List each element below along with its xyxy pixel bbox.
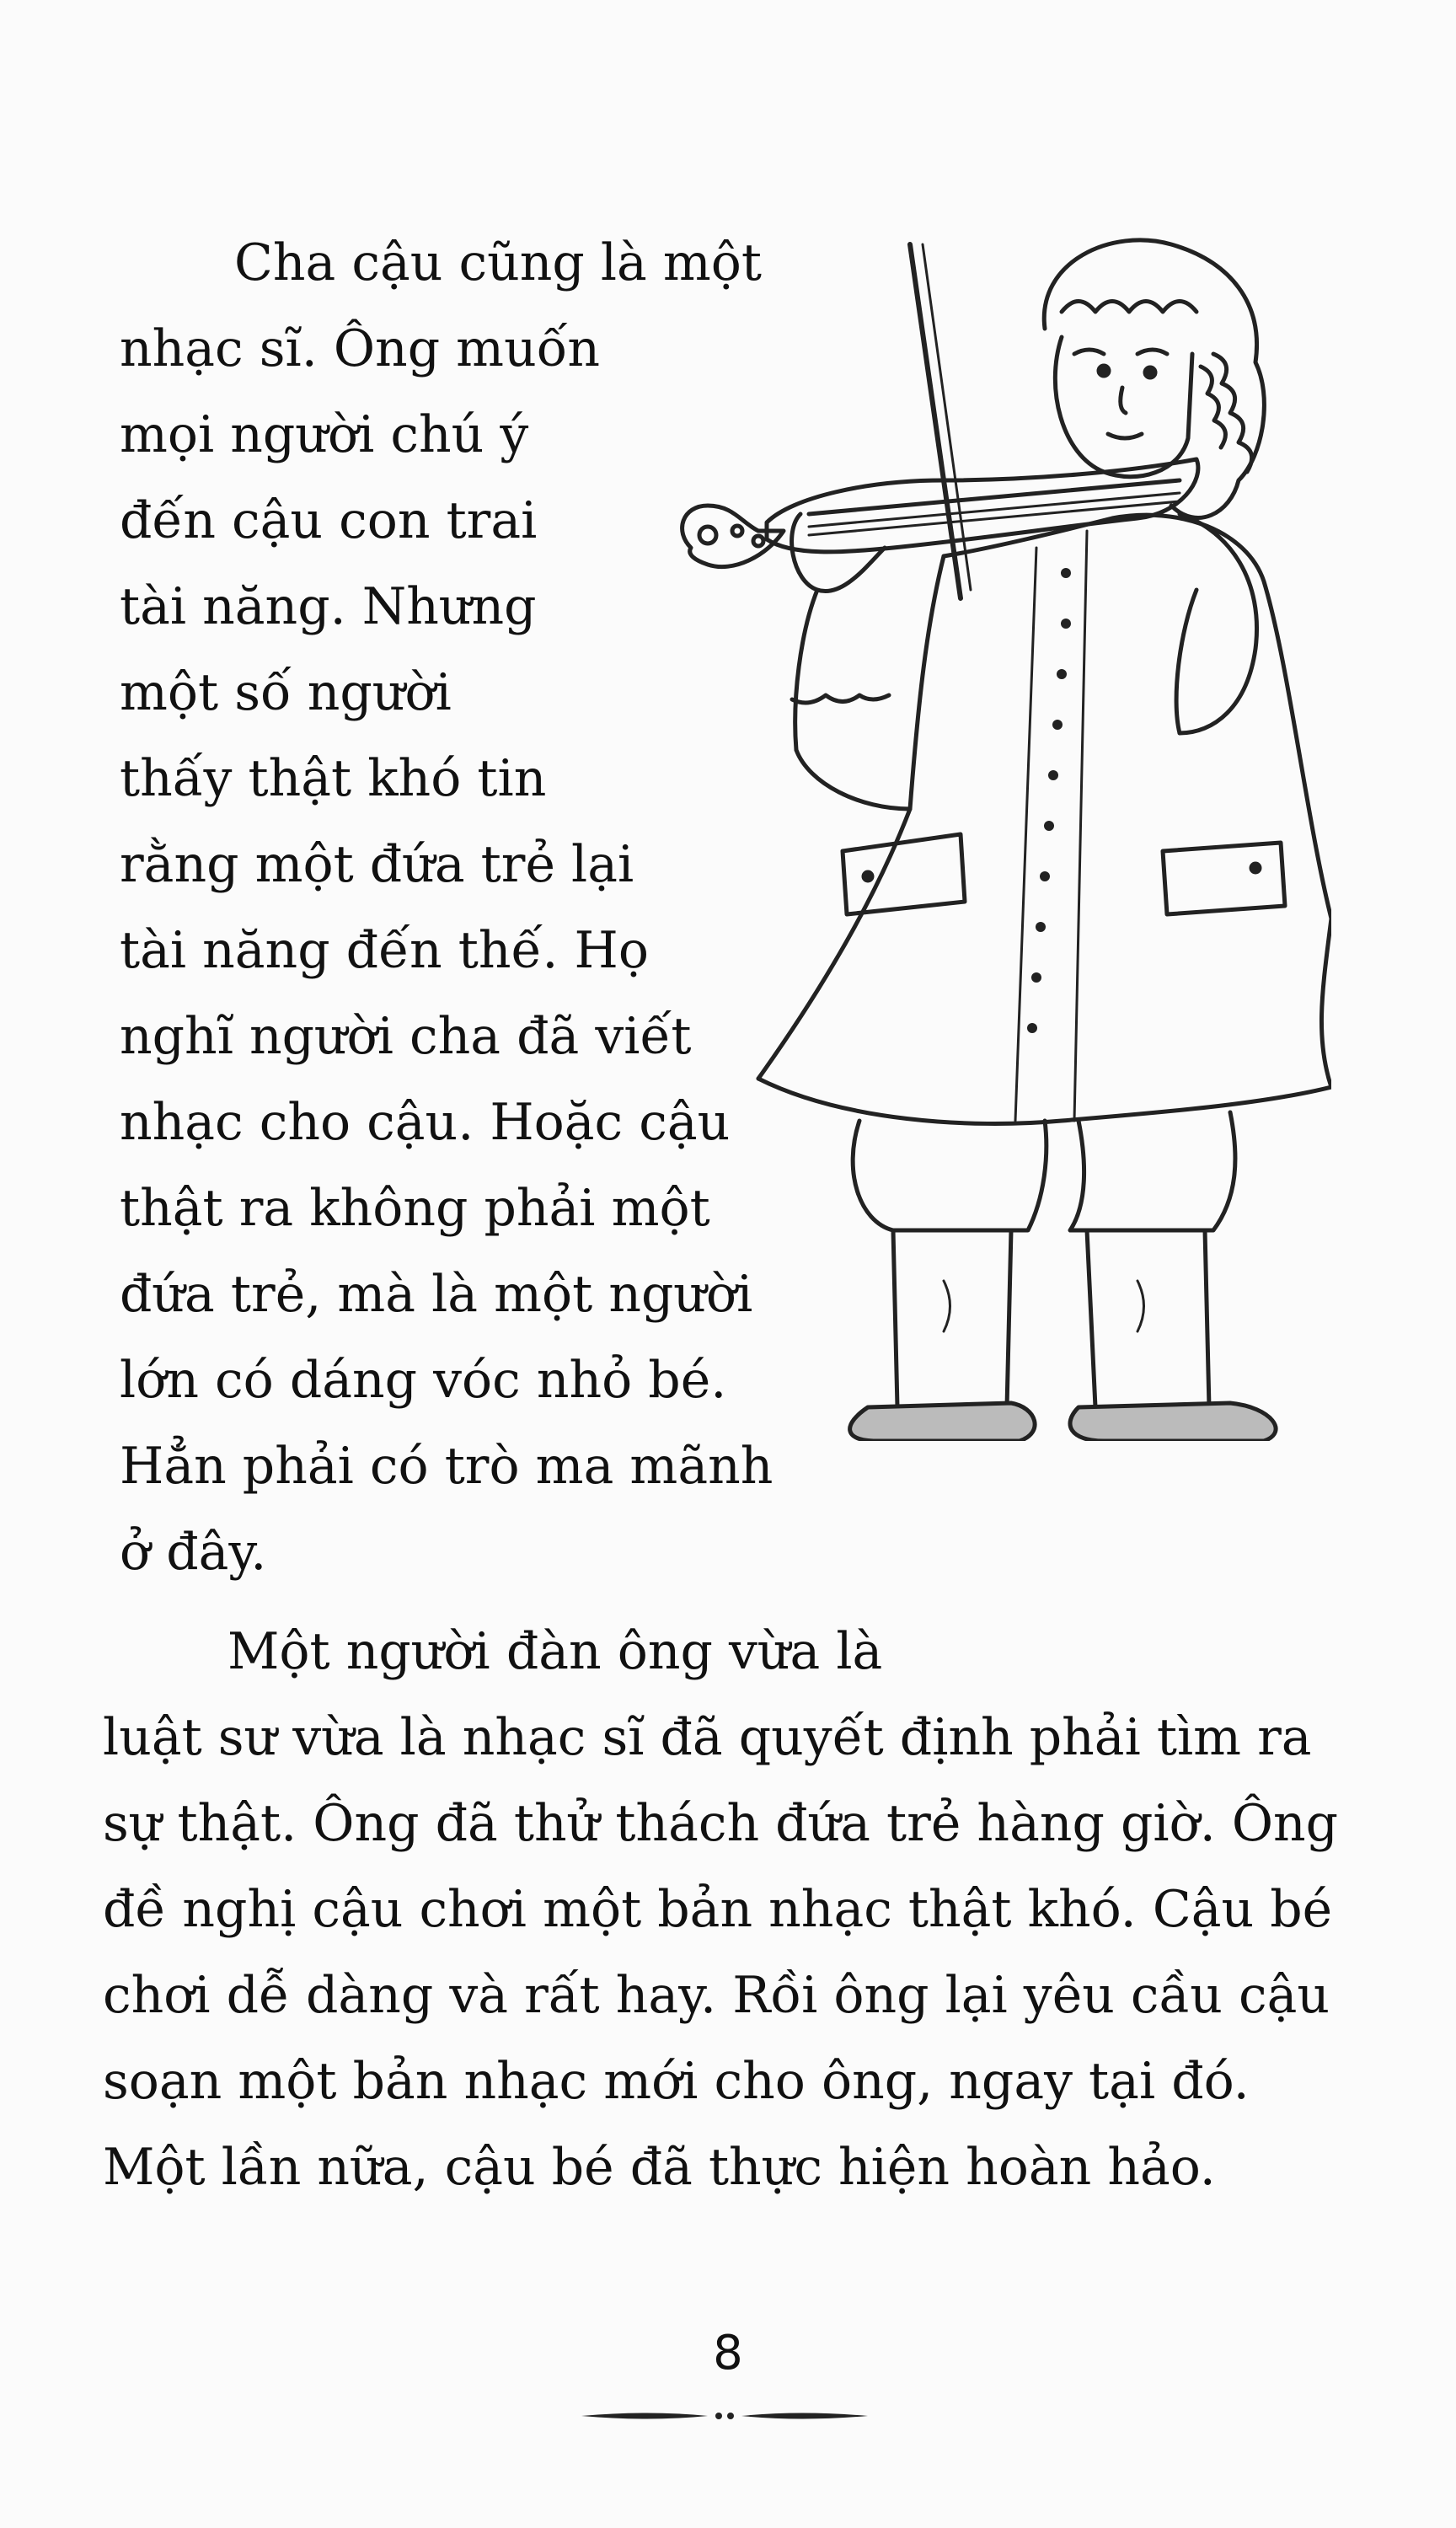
ornament-divider	[581, 2403, 868, 2429]
text-line: thấy thật khó tin	[120, 749, 547, 808]
text-line: một số người	[120, 663, 452, 722]
text-line: Hẳn phải có trò ma mãnh	[120, 1437, 774, 1496]
coat	[944, 515, 1331, 919]
text-line: tài năng. Nhưng	[120, 577, 537, 636]
shoes	[850, 1403, 1035, 1441]
text-line: đứa trẻ, mà là một người	[120, 1265, 753, 1324]
text-line: đề nghị cậu chơi một bản nhạc thật khó. Cậu bé	[103, 1880, 1333, 1939]
text-line: luật sư vừa là nhạc sĩ đã quyết định phải tìm ra	[103, 1708, 1312, 1767]
text-line: soạn một bản nhạc mới cho ông, ngay tại đó.	[103, 2052, 1250, 2111]
text-line: mọi người chú ý	[120, 405, 529, 464]
text-line: Một người đàn ông vừa là	[228, 1622, 883, 1681]
page-number: 8	[713, 2326, 743, 2381]
child-violinist-illustration	[590, 228, 1331, 1441]
text-line: đến cậu con trai	[120, 491, 538, 550]
text-line: tài năng đến thế. Họ	[120, 921, 649, 980]
face	[1055, 337, 1192, 477]
text-line: thật ra không phải một	[120, 1179, 710, 1238]
text-line: Cha cậu cũng là một	[234, 233, 763, 292]
text-line: nghĩ người cha đã viết	[120, 1007, 692, 1066]
text-line: chơi dễ dàng và rất hay. Rồi ông lại yêu cầu cậu	[103, 1966, 1330, 2025]
text-line: sự thật. Ông đã thử thách đứa trẻ hàng giờ. Ông	[103, 1794, 1339, 1853]
pocket-left	[843, 834, 965, 914]
breeches	[853, 1121, 1046, 1230]
legs	[893, 1230, 897, 1407]
pocket-right	[1163, 843, 1285, 914]
text-line: nhạc cho cậu. Hoặc cậu	[120, 1093, 731, 1152]
text-line: lớn có dáng vóc nhỏ bé.	[120, 1351, 727, 1410]
text-line: ở đây.	[120, 1523, 267, 1582]
text-line: rằng một đứa trẻ lại	[120, 835, 634, 894]
text-line: nhạc sĩ. Ông muốn	[120, 319, 601, 378]
text-line: Một lần nữa, cậu bé đã thực hiện hoàn hảo.	[103, 2138, 1216, 2197]
